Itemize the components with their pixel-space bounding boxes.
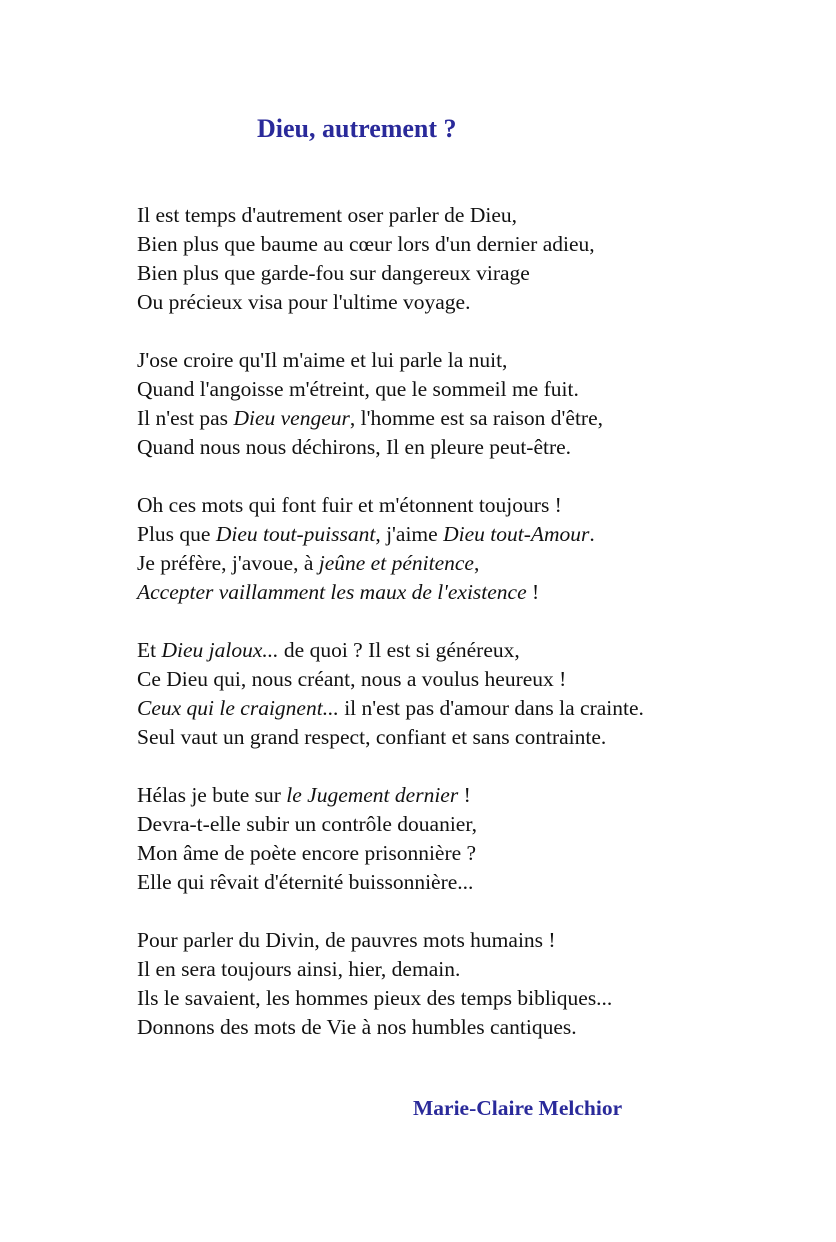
italic-segment: Dieu vengeur (233, 406, 350, 430)
poem-line (137, 781, 817, 810)
text-segment: J'ose croire qu'Il m'aime et lui parle la nuit, (137, 348, 508, 372)
poem-line (137, 1013, 817, 1042)
text-segment: Plus que (137, 522, 216, 546)
author-signature: Marie-Claire Melchior (413, 1096, 623, 1120)
stanza (137, 636, 817, 752)
text-segment: Hélas je bute sur (137, 783, 287, 807)
stanza (137, 346, 817, 462)
text-segment: Il en sera toujours ainsi, hier, demain. (137, 957, 461, 981)
text-segment: Devra-t-elle subir un contrôle douanier, (137, 812, 478, 836)
text-segment: , l'homme est sa raison d'être, (349, 406, 603, 430)
poem-line (137, 201, 817, 230)
poem-line (137, 665, 817, 694)
text-segment: il n'est pas d'amour dans la crainte. (338, 696, 644, 720)
text-segment: Elle qui rêvait d'éternité buissonnière... (137, 870, 474, 894)
text-segment: Il est temps d'autrement oser parler de Dieu, (137, 203, 517, 227)
poem-title: Dieu, autrement ? (257, 114, 457, 143)
poem-line (137, 694, 817, 723)
poem-line (137, 491, 817, 520)
poem-line (137, 375, 817, 404)
poem-line (137, 868, 817, 897)
text-segment: Ce Dieu qui, nous créant, nous a voulus heureux ! (137, 667, 567, 691)
poem-line (137, 636, 817, 665)
text-segment: Seul vaut un grand respect, confiant et sans contrainte. (137, 725, 607, 749)
italic-segment: Dieu tout-Amour (443, 522, 590, 546)
stanza (137, 926, 817, 1042)
poem-line (137, 346, 817, 375)
poem-line (137, 926, 817, 955)
text-segment: , (473, 551, 480, 575)
text-segment: Donnons des mots de Vie à nos humbles cantiques. (137, 1015, 577, 1039)
stanza (137, 781, 817, 897)
italic-segment: Dieu tout-puissant (215, 522, 376, 546)
italic-segment: Dieu jaloux... (161, 638, 279, 662)
text-segment: Oh ces mots qui font fuir et m'étonnent toujours ! (137, 493, 562, 517)
poem-line (137, 839, 817, 868)
poem-line (137, 984, 817, 1013)
stanza (137, 201, 817, 317)
poem-line (137, 288, 817, 317)
poem-line (137, 810, 817, 839)
text-segment: . (589, 522, 595, 546)
stanza (137, 491, 817, 607)
text-segment: Ou précieux visa pour l'ultime voyage. (137, 290, 471, 314)
poem-line (137, 404, 817, 433)
italic-segment: jeûne et pénitence (318, 551, 474, 575)
text-segment: Et (137, 638, 162, 662)
poem-line (137, 230, 817, 259)
text-segment: Ils le savaient, les hommes pieux des temps bibliques... (137, 986, 613, 1010)
text-segment: Bien plus que garde-fou sur dangereux virage (137, 261, 530, 285)
italic-segment: Ceux qui le craignent... (137, 696, 339, 720)
text-segment: Quand l'angoisse m'étreint, que le sommeil me fuit. (137, 377, 579, 401)
italic-segment: Accepter vaillamment les maux de l'existence (137, 580, 527, 604)
poem-line (137, 955, 817, 984)
poem-body (137, 201, 817, 1071)
text-segment: de quoi ? Il est si généreux, (278, 638, 520, 662)
poem-line (137, 723, 817, 752)
text-segment: Mon âme de poète encore prisonnière ? (137, 841, 477, 865)
text-segment: , j'aime (375, 522, 444, 546)
text-segment: ! (458, 783, 471, 807)
poem-line (137, 259, 817, 288)
text-segment: Bien plus que baume au cœur lors d'un dernier adieu, (137, 232, 595, 256)
poem-line (137, 578, 817, 607)
italic-segment: le Jugement dernier (286, 783, 459, 807)
text-segment: Il n'est pas (137, 406, 234, 430)
text-segment: Quand nous nous déchirons, Il en pleure peut-être. (137, 435, 572, 459)
poem-line (137, 433, 817, 462)
poem-line (137, 549, 817, 578)
text-segment: Pour parler du Divin, de pauvres mots humains ! (137, 928, 556, 952)
text-segment: ! (526, 580, 540, 604)
poem-line (137, 520, 817, 549)
text-segment: Je préfère, j'avoue, à (137, 551, 319, 575)
